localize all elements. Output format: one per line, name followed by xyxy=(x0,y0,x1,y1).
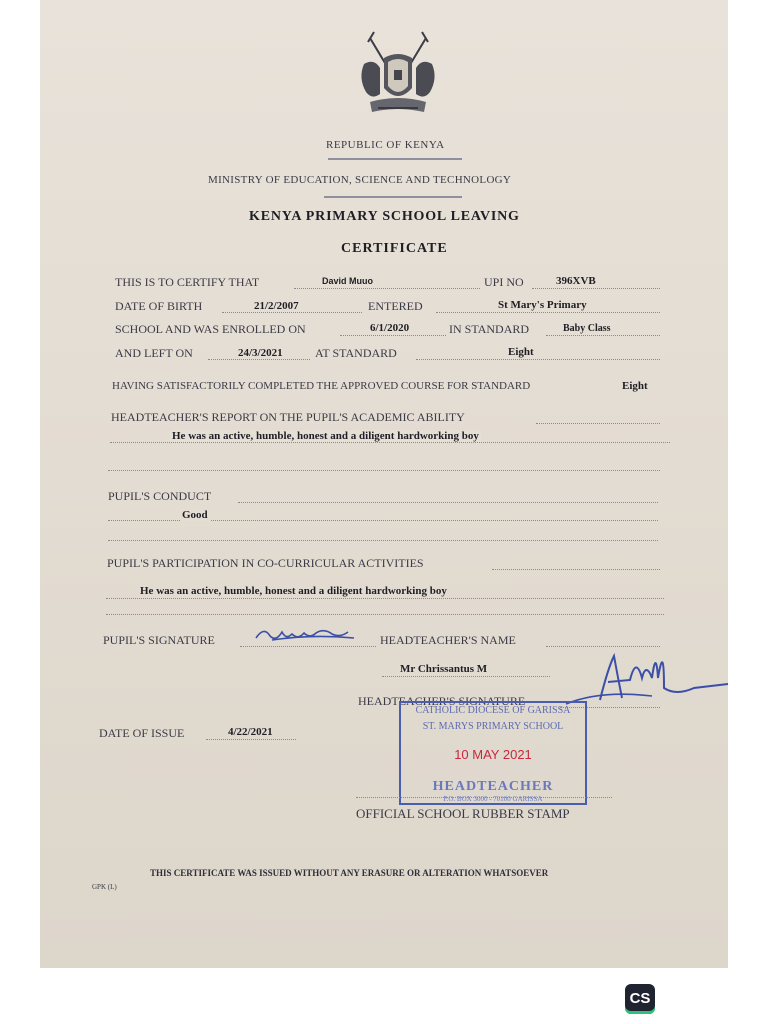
stamp-date: 10 MAY 2021 xyxy=(454,747,532,762)
stamp-line1: CATHOLIC DIOCESE OF GARISSA xyxy=(415,705,571,716)
stamp-role: HEADTEACHER xyxy=(432,779,554,794)
date-of-issue-label: DATE OF ISSUE xyxy=(99,726,185,740)
enrolled-label: SCHOOL AND WAS ENROLLED ON xyxy=(115,322,306,336)
headteacher-signature-label: HEADTEACHER'S SIGNATURE xyxy=(358,694,526,708)
entered-value: St Mary's Primary xyxy=(498,299,587,311)
certificate-title-line2: CERTIFICATE xyxy=(341,241,448,256)
divider xyxy=(328,158,462,160)
date-of-issue-value: 4/22/2021 xyxy=(228,726,273,738)
at-standard-label: AT STANDARD xyxy=(315,346,397,360)
upi-label: UPI NO xyxy=(484,275,524,289)
dob-label: DATE OF BIRTH xyxy=(115,299,203,313)
upi-value: 396XVB xyxy=(556,275,596,287)
dob-value: 21/2/2007 xyxy=(254,300,299,312)
coat-of-arms-icon xyxy=(350,28,446,120)
headteacher-name-label: HEADTEACHER'S NAME xyxy=(380,633,516,647)
divider xyxy=(324,196,462,198)
footer-code: GPK (L) xyxy=(92,883,117,891)
report-label: HEADTEACHER'S REPORT ON THE PUPIL'S ACADEMIC ABILITY xyxy=(111,410,465,424)
left-value: 24/3/2021 xyxy=(238,347,283,359)
activities-value: He was an active, humble, honest and a diligent hardworking boy xyxy=(140,585,447,597)
headteacher-name-value: Mr Chrissantus M xyxy=(400,663,488,675)
republic-heading: REPUBLIC OF KENYA xyxy=(326,139,445,151)
headteacher-signature-icon xyxy=(560,638,732,710)
certificate-title-line1: KENYA PRIMARY SCHOOL LEAVING xyxy=(249,209,520,224)
stamp-label: OFFICIAL SCHOOL RUBBER STAMP xyxy=(356,806,570,821)
school-rubber-stamp xyxy=(399,701,587,805)
enrolled-value: 6/1/2020 xyxy=(370,322,410,334)
report-value: He was an active, humble, honest and a diligent hardworking boy xyxy=(172,430,479,442)
completed-value: Eight xyxy=(622,380,648,392)
conduct-value: Good xyxy=(182,509,208,521)
pupil-signature-icon xyxy=(252,624,358,646)
pupil-name: David Muuo xyxy=(322,276,373,286)
camscanner-badge-icon: CS xyxy=(625,984,655,1014)
in-standard-value: Baby Class xyxy=(563,323,611,334)
pupil-signature-label: PUPIL'S SIGNATURE xyxy=(103,633,215,647)
at-standard-value: Eight xyxy=(508,346,534,358)
left-label: AND LEFT ON xyxy=(115,346,193,360)
footer-note: THIS CERTIFICATE WAS ISSUED WITHOUT ANY ERASURE OR ALTERATION WHATSOEVER xyxy=(150,868,549,878)
conduct-label: PUPIL'S CONDUCT xyxy=(108,489,212,503)
ministry-heading: MINISTRY OF EDUCATION, SCIENCE AND TECHNOLOGY xyxy=(208,174,512,186)
certify-label: THIS IS TO CERTIFY THAT xyxy=(115,275,260,289)
activities-label: PUPIL'S PARTICIPATION IN CO-CURRICULAR ACTIVITIES xyxy=(107,556,424,570)
in-standard-label: IN STANDARD xyxy=(449,322,530,336)
stamp-line2: ST. MARYS PRIMARY SCHOOL xyxy=(422,721,564,732)
stamp-line5: P.O. BOX 3000 - 70100 GARISSA xyxy=(443,795,543,803)
completed-label: HAVING SATISFACTORILY COMPLETED THE APPROVED COURSE FOR STANDARD xyxy=(112,380,531,392)
entered-label: ENTERED xyxy=(368,299,423,313)
